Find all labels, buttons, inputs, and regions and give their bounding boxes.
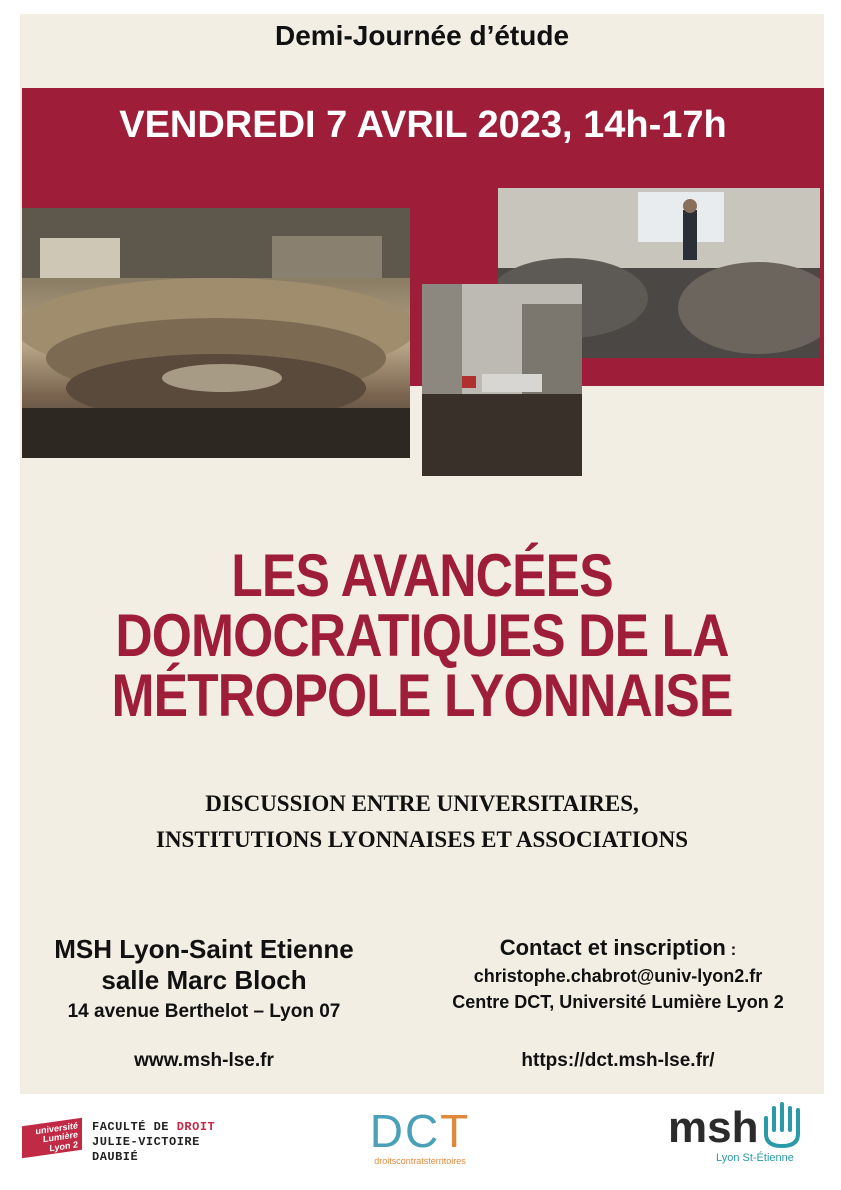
discussion-line-2: INSTITUTIONS LYONNAISES ET ASSOCIATIONS xyxy=(156,826,688,852)
contact-title: Contact et inscription xyxy=(499,935,726,960)
main-title xyxy=(76,542,767,729)
contact-organization: Centre DCT, Université Lumière Lyon 2 xyxy=(452,991,784,1012)
contact-title-suffix: : xyxy=(725,940,737,959)
council-chamber-photo xyxy=(22,208,410,458)
contact-heading xyxy=(412,934,824,963)
faculty-line-1b: DROIT xyxy=(176,1120,216,1134)
event-date: VENDREDI 7 AVRIL 2023, 14h-17h xyxy=(119,104,727,146)
venue-address: 14 avenue Berthelot – Lyon 07 xyxy=(67,1001,341,1023)
contact-email[interactable]: christophe.chabrot@univ-lyon2.fr xyxy=(473,965,763,986)
msh-logo-tagline: Lyon St-Étienne xyxy=(716,1152,794,1164)
faculty-of-law-logo xyxy=(92,1120,215,1165)
msh-logo xyxy=(668,1100,828,1164)
dct-logo-t: T xyxy=(440,1105,471,1157)
lyon2-logo-text: université Lumière Lyon 2 xyxy=(35,1120,78,1154)
venue-room: salle Marc Bloch xyxy=(101,965,307,996)
faculty-line-2: JULIE-VICTOIRE xyxy=(92,1135,200,1149)
contact-website-link[interactable]: https://dct.msh-lse.fr/ xyxy=(521,1050,715,1071)
dct-logo-dc: DC xyxy=(369,1105,441,1157)
hand-icon xyxy=(760,1100,804,1150)
contact-block xyxy=(412,934,824,1015)
street-march-illustration xyxy=(422,284,582,476)
msh-logo-row xyxy=(668,1100,828,1150)
dct-logo-mark xyxy=(360,1105,480,1157)
venue-block xyxy=(20,934,388,1027)
faculty-line-1a: FACULTÉ DE xyxy=(92,1120,177,1134)
main-title-line-3: MÉTROPOLE LYONNAISE xyxy=(111,662,733,729)
dct-logo xyxy=(360,1105,480,1166)
event-kicker: Demi-Journée d’étude xyxy=(274,20,570,51)
faculty-line-3: DAUBIÉ xyxy=(92,1150,139,1164)
msh-logo-text: msh xyxy=(668,1103,759,1152)
discussion-line-1: DISCUSSION ENTRE UNIVERSITAIRES, xyxy=(205,791,639,816)
main-title-line-1: LES AVANCÉES xyxy=(231,542,613,609)
council-chamber-illustration xyxy=(22,208,410,458)
dct-logo-tagline: droitscontratsterritoires xyxy=(374,1156,466,1166)
venue-website-link[interactable]: www.msh-lse.fr xyxy=(134,1050,274,1071)
venue-name: MSH Lyon-Saint Etienne xyxy=(54,934,354,964)
main-title-line-2: DOMOCRATIQUES DE LA xyxy=(115,602,729,669)
street-march-photo xyxy=(422,284,582,476)
discussion-subtitle xyxy=(20,786,824,857)
